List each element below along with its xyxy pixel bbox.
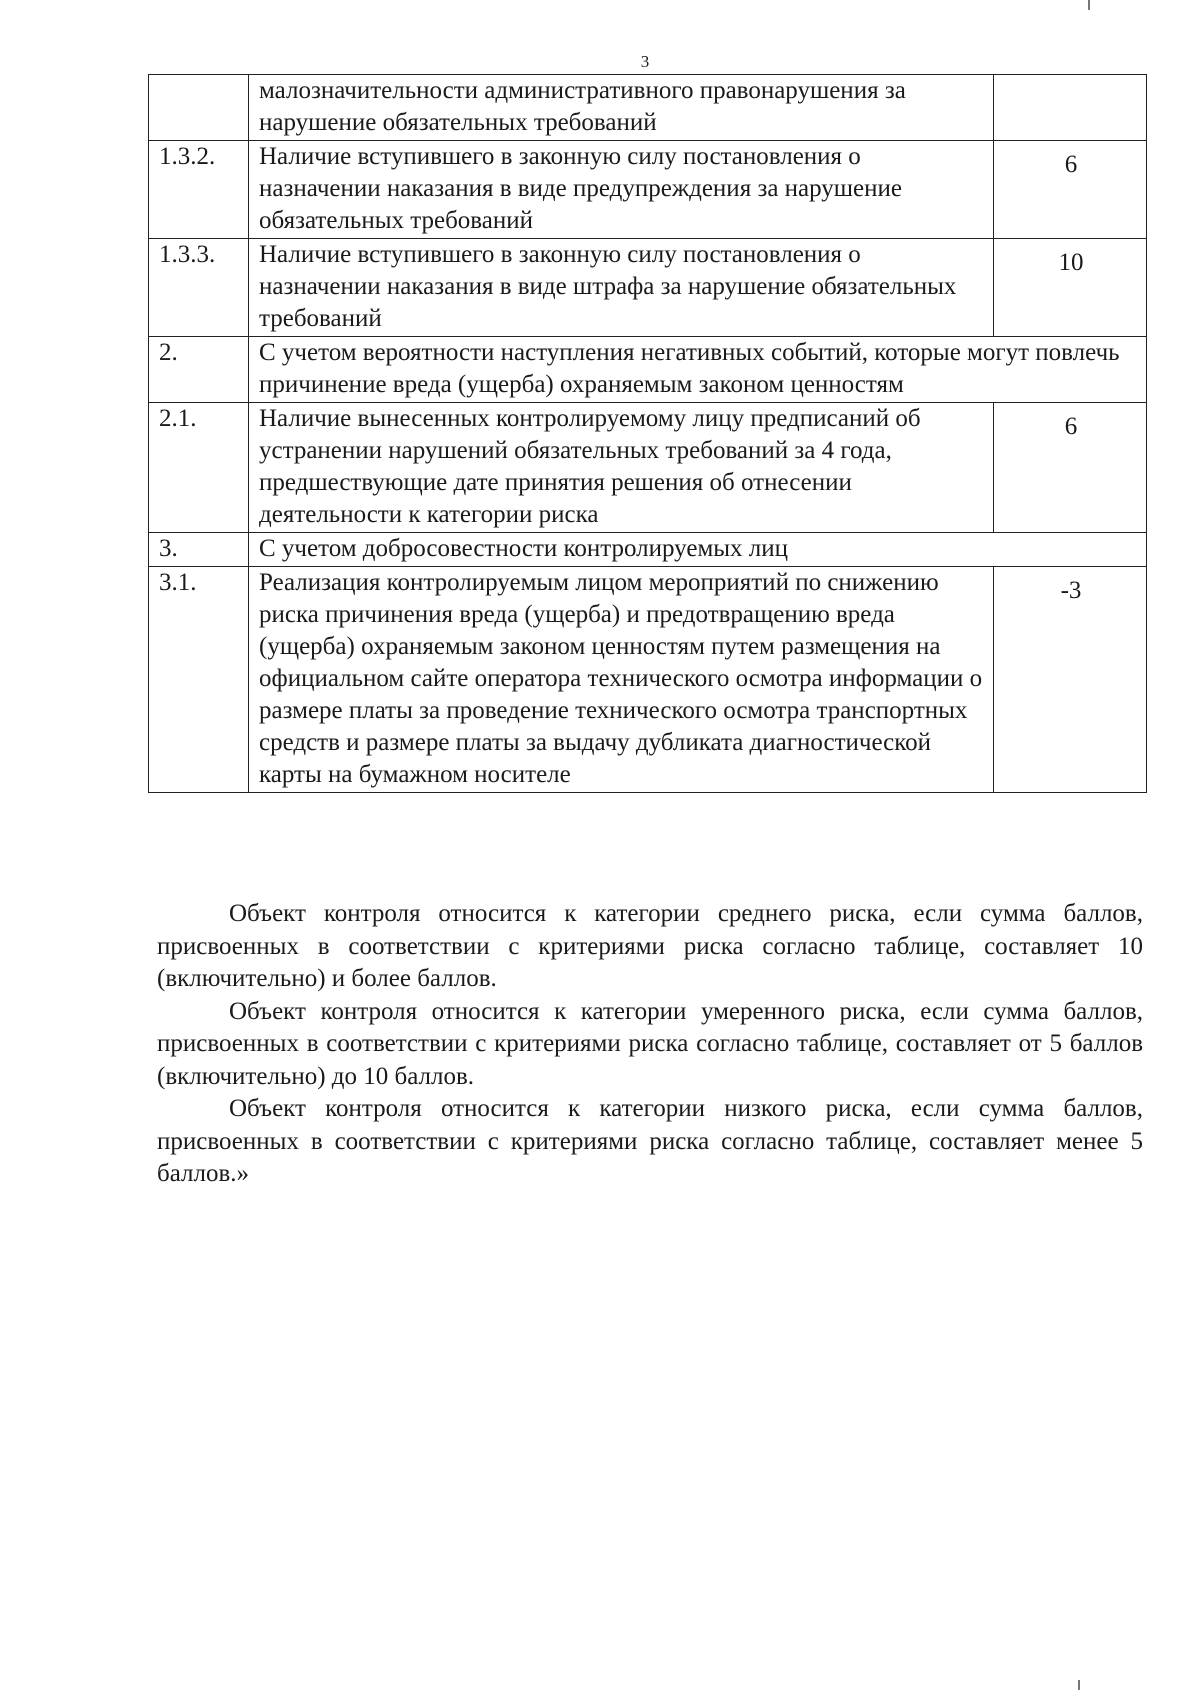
row-description: Наличие вынесенных контролируемому лицу предписаний об устранении нарушений обязательных требований за 4 года, предшествующие дате принятия решения об отнесении деятельности к категории риска — [249, 403, 994, 533]
section-number: 2. — [149, 337, 249, 403]
risk-category-text — [157, 898, 1143, 1191]
section-title: С учетом вероятности наступления негативных событий, которые могут повлечь причинение вреда (ущерба) охраняемым законом ценностям — [249, 337, 1147, 403]
row-description: Реализация контролируемым лицом мероприятий по снижению риска причинения вреда (ущерба) и предотвращению вреда (ущерба) охраняемым законом ценностям путем размещения на официальном сайте оператора технического осмотра информации о размере платы за проведение технического осмотра транспортных средств и размере платы за выдачу дубликата диагностической карты на бумажном носителе — [249, 567, 994, 793]
table-row — [149, 239, 1147, 337]
table-row — [149, 403, 1147, 533]
table-row — [149, 141, 1147, 239]
row-description: Наличие вступившего в законную силу постановления о назначении наказания в виде предупреждения за нарушение обязательных требований — [249, 141, 994, 239]
page-number: 3 — [640, 52, 650, 71]
row-number: 1.3.2. — [149, 141, 249, 239]
scan-mark — [1078, 1680, 1080, 1690]
scan-mark — [1088, 0, 1090, 10]
row-description: Наличие вступившего в законную силу постановления о назначении наказания в виде штрафа за нарушение обязательных требований — [249, 239, 994, 337]
table-row — [149, 75, 1147, 141]
risk-criteria-table — [148, 74, 1147, 793]
table-row — [149, 567, 1147, 793]
row-score: 10 — [994, 239, 1147, 337]
row-number: 2.1. — [149, 403, 249, 533]
row-score: -3 — [994, 567, 1147, 793]
paragraph-medium-risk: Объект контроля относится к категории среднего риска, если сумма баллов, присвоенных в соответствии с критериями риска согласно таблице, составляет 10 (включительно) и более баллов. — [157, 900, 1143, 992]
section-title: С учетом добросовестности контролируемых лиц — [249, 533, 1147, 567]
row-description: малозначительности административного правонарушения за нарушение обязательных требований — [249, 75, 994, 141]
paragraph-moderate-risk: Объект контроля относится к категории умеренного риска, если сумма баллов, присвоенных в соответствии с критериями риска согласно таблице, составляет от 5 баллов (включительно) до 10 баллов. — [157, 997, 1143, 1090]
row-score: 6 — [994, 403, 1147, 533]
section-row — [149, 533, 1147, 567]
paragraph-low-risk: Объект контроля относится к категории низкого риска, если сумма баллов, присвоенных в соответствии с критериями риска согласно таблице, составляет менее 5 баллов.» — [157, 1095, 1143, 1187]
row-number: 1.3.3. — [149, 239, 249, 337]
row-score — [994, 75, 1147, 141]
section-number: 3. — [149, 533, 249, 567]
row-score: 6 — [994, 141, 1147, 239]
section-row — [149, 337, 1147, 403]
row-number: 3.1. — [149, 567, 249, 793]
row-number — [149, 75, 249, 141]
